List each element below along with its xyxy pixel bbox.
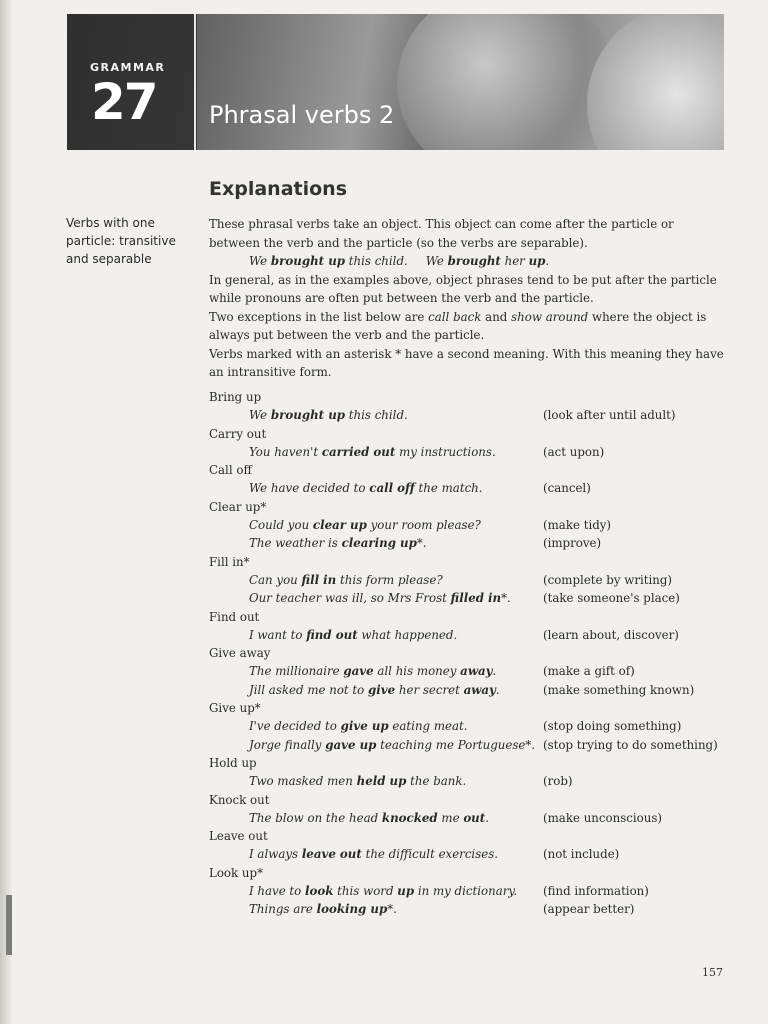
sentence-text: all his money xyxy=(373,664,461,679)
example-row xyxy=(209,772,729,790)
example-sentence xyxy=(249,479,483,497)
banner-photo xyxy=(397,14,617,150)
example-sentence xyxy=(249,681,500,699)
paragraph-text: Two exceptions in the list below are xyxy=(209,309,429,324)
example-verb: brought up xyxy=(270,254,346,268)
phrasal-verb: find out xyxy=(306,627,358,642)
unit-number: 27 xyxy=(91,73,157,131)
meaning: (make a gift of) xyxy=(543,664,635,679)
meaning: (stop trying to do something) xyxy=(543,737,718,752)
banner-divider xyxy=(194,14,196,150)
example-sentence xyxy=(249,882,517,900)
sentence-text: *. xyxy=(416,536,427,551)
example-row xyxy=(209,809,729,827)
meaning: (stop doing something) xyxy=(543,719,682,734)
unit-banner xyxy=(67,14,724,150)
phrasal-verb: gave up xyxy=(325,737,377,752)
sentence-text: Two masked men xyxy=(249,774,357,789)
example-sentence xyxy=(249,534,427,552)
example-row xyxy=(209,882,729,900)
sentence-text: her secret xyxy=(395,682,464,697)
sentence-text: The millionaire xyxy=(249,664,344,679)
phrasal-verb: carried out xyxy=(321,444,396,459)
intro-paragraph-3 xyxy=(209,308,724,345)
banner-photo-face xyxy=(587,14,724,150)
example-row xyxy=(209,717,729,735)
meaning: (appear better) xyxy=(543,902,635,917)
sentence-text: Jorge finally xyxy=(249,737,326,752)
example-row xyxy=(209,406,729,424)
example-text: this child. xyxy=(345,254,408,268)
phrasal-verb: gave xyxy=(343,664,374,679)
example-sentence xyxy=(249,406,408,424)
example-text: . xyxy=(545,254,550,268)
meaning: (find information) xyxy=(543,884,649,899)
sentence-text: this child. xyxy=(345,408,408,423)
verb-heading: Hold up xyxy=(209,755,257,770)
example-row xyxy=(209,516,729,534)
sentence-text: eating meat. xyxy=(388,719,468,734)
example-sentence xyxy=(249,736,535,754)
example-text: her xyxy=(500,254,529,268)
example-sentence xyxy=(249,589,511,607)
example-row xyxy=(209,479,729,497)
meaning: (make tidy) xyxy=(543,518,612,533)
sentence-text: the match. xyxy=(414,481,483,496)
intro-example-2 xyxy=(426,254,549,268)
phrasal-verb: brought up xyxy=(270,408,346,423)
intro-examples xyxy=(209,252,724,271)
example-sentence xyxy=(249,662,496,680)
verb-heading: Carry out xyxy=(209,426,267,441)
meaning: (improve) xyxy=(543,536,602,551)
example-row xyxy=(209,681,729,699)
verb-heading: Call off xyxy=(209,463,252,478)
sidebar-note: Verbs with one particle: transitive and separable xyxy=(66,216,176,266)
sentence-text: I always xyxy=(249,847,302,862)
phrasal-verb: looking up xyxy=(316,902,388,917)
example-sentence xyxy=(249,900,397,918)
sentence-text: my instructions. xyxy=(395,444,496,459)
meaning: (learn about, discover) xyxy=(543,627,679,642)
example-text: We xyxy=(425,254,448,268)
sentence-text: *. xyxy=(387,902,397,917)
sentence-text: the bank. xyxy=(406,774,467,789)
intro-paragraph-4: Verbs marked with an asterisk * have a second meaning. With this meaning they have an intransitive form. xyxy=(209,346,724,379)
phrasal-verb: clearing up xyxy=(341,536,417,551)
sentence-text: I want to xyxy=(249,627,307,642)
intro-paragraph-2: In general, as in the examples above, object phrases tend to be put after the particle while pronouns are often put between the verb and the particle. xyxy=(209,272,717,305)
sentence-text: You haven't xyxy=(249,444,322,459)
sentence-text: teaching me Portuguese*. xyxy=(376,737,536,752)
phrasal-verb: filled in xyxy=(450,591,502,606)
phrasal-verb: away xyxy=(463,682,496,697)
example-row xyxy=(209,443,729,461)
verb-heading: Look up* xyxy=(209,865,263,880)
example-sentence xyxy=(249,571,443,589)
sentence-text: . xyxy=(492,664,497,679)
spine-mark xyxy=(6,895,12,955)
example-sentence xyxy=(249,443,496,461)
sentence-text: I've decided to xyxy=(249,719,341,734)
example-sentence xyxy=(249,626,457,644)
example-verb: up xyxy=(528,254,546,268)
meaning: (complete by writing) xyxy=(543,572,673,587)
sentence-text: me xyxy=(437,810,464,825)
section-heading: Explanations xyxy=(209,178,348,200)
verb-heading: Bring up xyxy=(209,390,262,404)
example-row xyxy=(209,534,729,552)
sentence-text: what happened. xyxy=(357,627,458,642)
phrasal-verb: look xyxy=(305,884,334,899)
verb-heading: Give up* xyxy=(209,701,261,716)
unit-title: Phrasal verbs 2 xyxy=(209,101,395,129)
intro-example-1 xyxy=(249,254,408,268)
example-row xyxy=(209,589,729,607)
sentence-text: *. xyxy=(501,591,511,606)
meaning: (look after until adult) xyxy=(543,408,676,423)
phrasal-verb: give up xyxy=(340,719,389,734)
phrasal-verb: up xyxy=(397,884,415,899)
page-number: 157 xyxy=(702,966,723,979)
example-sentence xyxy=(249,845,498,863)
sentence-text: Jill asked me not to xyxy=(249,682,369,697)
sentence-text: We have decided to xyxy=(249,481,370,496)
verb-heading: Find out xyxy=(209,609,260,624)
meaning: (make unconscious) xyxy=(543,810,662,825)
sentence-text: We xyxy=(249,408,271,423)
page-spine-shadow xyxy=(0,0,12,1024)
verb-heading: Give away xyxy=(209,646,271,661)
sentence-text: . xyxy=(485,810,489,825)
example-sentence xyxy=(249,717,468,735)
phrasal-verb: fill in xyxy=(301,572,337,587)
phrasal-verb: knocked xyxy=(381,810,438,825)
phrasal-verb: held up xyxy=(356,774,407,789)
phrasal-verb-list xyxy=(209,388,729,919)
sentence-text: in my dictionary. xyxy=(414,884,518,899)
verb-call-back: call back xyxy=(428,309,482,324)
sentence-text: Could you xyxy=(249,518,313,533)
sentence-text: this form please? xyxy=(336,572,443,587)
example-verb: brought xyxy=(447,254,501,268)
sentence-text: The blow on the head xyxy=(249,810,382,825)
meaning: (rob) xyxy=(543,774,573,789)
meaning: (make something known) xyxy=(543,682,695,697)
sentence-text: your room please? xyxy=(366,518,481,533)
sentence-text: Things are xyxy=(249,902,317,917)
paragraph-text: where the object is always put between the verb and the particle. xyxy=(209,309,707,342)
phrasal-verb: give xyxy=(368,682,396,697)
verb-heading: Fill in* xyxy=(209,554,250,569)
meaning: (not include) xyxy=(543,847,620,862)
grammar-label: GRAMMAR xyxy=(90,61,166,74)
verb-heading: Knock out xyxy=(209,792,270,807)
sentence-text: Our teacher was ill, so Mrs Frost xyxy=(249,591,451,606)
meaning: (cancel) xyxy=(543,481,591,496)
example-row xyxy=(209,662,729,680)
example-row xyxy=(209,736,729,754)
phrasal-verb: leave out xyxy=(301,847,362,862)
verb-heading: Leave out xyxy=(209,829,268,844)
example-row xyxy=(209,571,729,589)
example-row xyxy=(209,626,729,644)
phrasal-verb: out xyxy=(463,810,486,825)
sentence-text: this word xyxy=(333,884,398,899)
sentence-text: the difficult exercises. xyxy=(361,847,499,862)
sentence-text: Can you xyxy=(249,572,302,587)
paragraph-text: and xyxy=(481,309,512,324)
intro-paragraph-1: These phrasal verbs take an object. This object can come after the particle or between the verb and the particle (so the verbs are separable). xyxy=(209,217,674,250)
phrasal-verb: clear up xyxy=(312,518,367,533)
meaning: (take someone's place) xyxy=(543,591,680,606)
sentence-text: The weather is xyxy=(249,536,342,551)
example-text: We xyxy=(249,254,271,268)
example-sentence xyxy=(249,516,481,534)
intro-text xyxy=(209,215,724,382)
verb-show-around: show around xyxy=(511,309,589,324)
phrasal-verb: call off xyxy=(369,481,415,496)
verb-heading: Clear up* xyxy=(209,499,267,514)
sentence-text: I have to xyxy=(249,884,306,899)
example-sentence xyxy=(249,809,489,827)
example-sentence xyxy=(249,772,466,790)
meaning: (act upon) xyxy=(543,444,605,459)
sentence-text: . xyxy=(495,682,500,697)
example-row xyxy=(209,900,729,918)
example-row xyxy=(209,845,729,863)
phrasal-verb: away xyxy=(460,664,493,679)
